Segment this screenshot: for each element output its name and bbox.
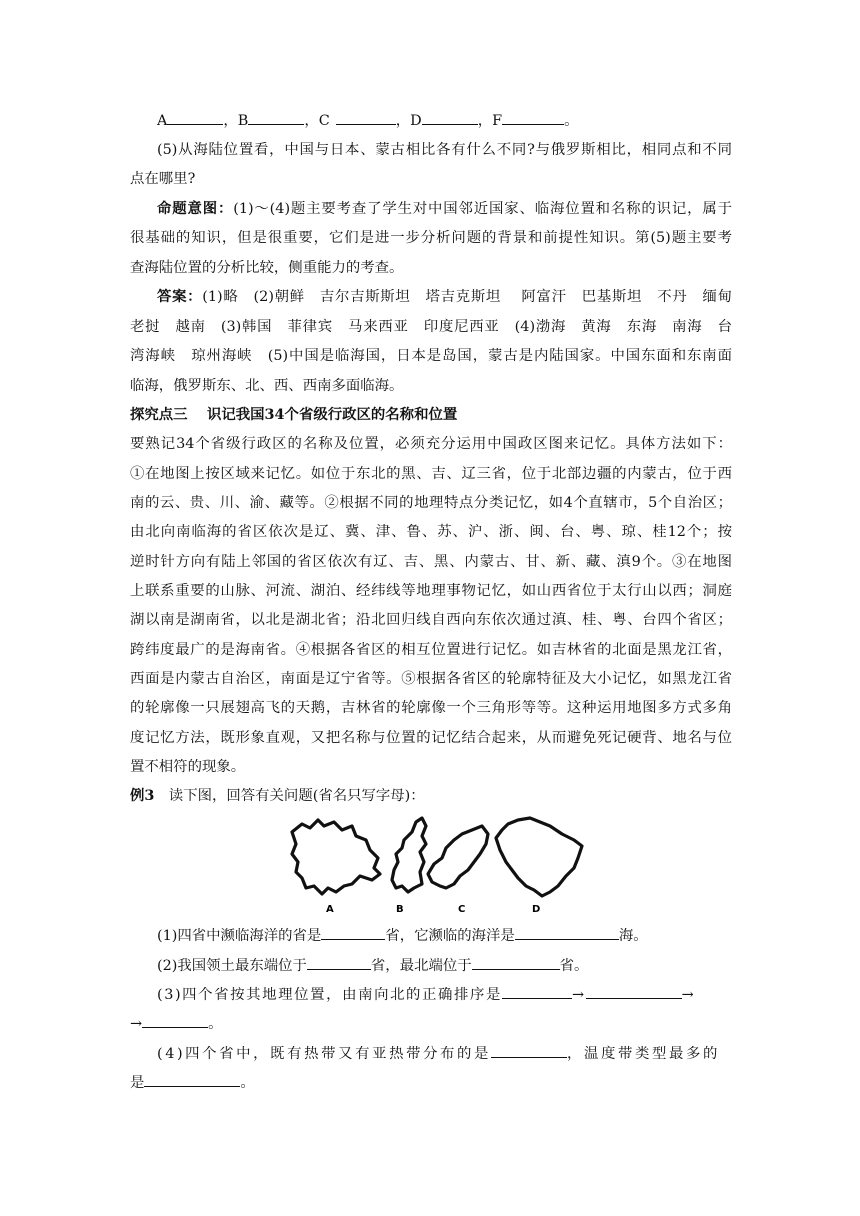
question-3-line-1: (3)四个省按其地理位置，由南向北的正确排序是 → → <box>157 984 732 1006</box>
question-3-line-2: → 。 <box>130 1013 732 1035</box>
question-4-line-1: (4)四个省中，既有热带又有亚热带分布的是 ，温度带类型最多的 <box>157 1043 732 1065</box>
blank[interactable] <box>515 925 619 940</box>
section-line: 的轮廓像一只展翅高飞的天鹅，吉林省的轮廓像一个三角形等等。这种运用地图多方式多角 <box>130 700 732 716</box>
blank[interactable] <box>321 925 385 940</box>
blanks-line: A ，B ，C ，D ，F 。 <box>157 110 759 132</box>
section-line: 由北向南临海的省区依次是辽、冀、津、鲁、苏、沪、浙、闽、台、粤、琼、桂12个；按 <box>130 524 732 540</box>
province-c-outline <box>428 826 488 888</box>
section-line: 逆时针方向有陆上邻国的省区依次有辽、吉、黑、内蒙古、甘、新、藏、滇9个。③在地图 <box>130 554 732 570</box>
section-line: 置不相符的现象。 <box>130 759 246 775</box>
blank[interactable] <box>422 110 478 125</box>
province-d-outline <box>496 818 582 896</box>
blank[interactable] <box>502 984 572 999</box>
example-3-heading: 例3 读下图，回答有关问题(省名只写字母)： <box>130 787 425 804</box>
question-1: (1)四省中濒临海洋的省是 省，它濒临的海洋是 海。 <box>157 925 759 947</box>
section-line: 西面是内蒙古自治区，南面是辽宁省等。⑤根据各省区的轮廓特征及大小记忆，如黑龙江省 <box>130 671 732 687</box>
intent-label: 命题意图： <box>157 200 234 217</box>
blank[interactable] <box>472 955 560 970</box>
answer-line-4: 临海，俄罗斯东、北、西、西南多面临海。 <box>130 378 404 394</box>
question-5-line-2: 点在哪里? <box>130 171 196 187</box>
blank[interactable] <box>167 110 223 125</box>
section-title: 探究点三 识记我国34个省级行政区的名称和位置 <box>130 406 458 423</box>
province-a-outline <box>292 820 380 894</box>
section-line: 度记忆方法，既形象直观，又把名称与位置的记忆结合起来，从而避免死记硬背、地名与位 <box>130 730 732 746</box>
blank[interactable] <box>144 1072 240 1087</box>
example-label: 例3 <box>130 787 155 804</box>
section-line: 要熟记34个省级行政区的名称及位置，必须充分运用中国政区图来记忆。具体方法如下： <box>130 436 732 452</box>
intent-line-2: 很基础的知识，但是很重要，它们是进一步分析问题的背景和前提性知识。第(5)题主要考 <box>130 230 732 246</box>
blank[interactable] <box>142 1013 208 1028</box>
answer-label: 答案： <box>157 288 203 305</box>
province-outlines-figure <box>286 814 586 914</box>
blank[interactable] <box>307 955 371 970</box>
blank[interactable] <box>248 110 304 125</box>
blank[interactable] <box>586 984 682 999</box>
answer-line-2: 老挝 越南 (3)韩国 菲律宾 马来西亚 印度尼西亚 (4)渤海 黄海 东海 南海 台 <box>130 319 732 335</box>
intent-line-1: 命题意图：(1)～(4)题主要考查了学生对中国邻近国家、临海位置和名称的识记，属于 <box>157 200 732 217</box>
section-line: 南的云、贵、川、渝、藏等。②根据不同的地理特点分类记忆，如4个直辖市，5个自治区； <box>130 495 732 511</box>
question-2: (2)我国领土最东端位于 省，最北端位于 省。 <box>157 955 759 977</box>
answer-line-3: 湾海峡 琼州海峡 (5)中国是临海国，日本是岛国，蒙古是内陆国家。中国东面和东南面 <box>130 348 732 364</box>
intent-line-3: 查海陆位置的分析比较，侧重能力的考查。 <box>130 260 404 276</box>
label-c: C <box>458 904 466 914</box>
blank[interactable] <box>502 110 564 125</box>
question-5-line-1: (5)从海陆位置看，中国与日本、蒙古相比各有什么不同?与俄罗斯相比，相同点和不同 <box>157 142 732 158</box>
province-b-outline <box>392 818 426 892</box>
section-line: ①在地图上按区域来记忆。如位于东北的黑、吉、辽三省，位于北部边疆的内蒙古，位于西 <box>130 466 732 482</box>
blank[interactable] <box>491 1043 567 1058</box>
label-a: A <box>326 904 334 914</box>
label-b: B <box>396 904 404 914</box>
section-line: 上联系重要的山脉、河流、湖泊、经纬线等地理事物记忆，如山西省位于太行山以西；洞庭 <box>130 583 732 599</box>
label-d: D <box>532 904 541 914</box>
question-4-line-2: 是 。 <box>130 1072 732 1094</box>
section-line: 跨纬度最广的是海南省。④根据各省区的相互位置进行记忆。如吉林省的北面是黑龙江省， <box>130 642 732 658</box>
section-line: 湖以南是湖南省，以北是湖北省；沿北回归线自西向东依次通过滇、桂、粤、台四个省区； <box>130 612 732 628</box>
answer-line-1: 答案：(1)略 (2)朝鲜 吉尔吉斯斯坦 塔吉克斯坦 阿富汗 巴基斯坦 不丹 缅甸 <box>157 288 732 305</box>
blank[interactable] <box>336 110 396 125</box>
